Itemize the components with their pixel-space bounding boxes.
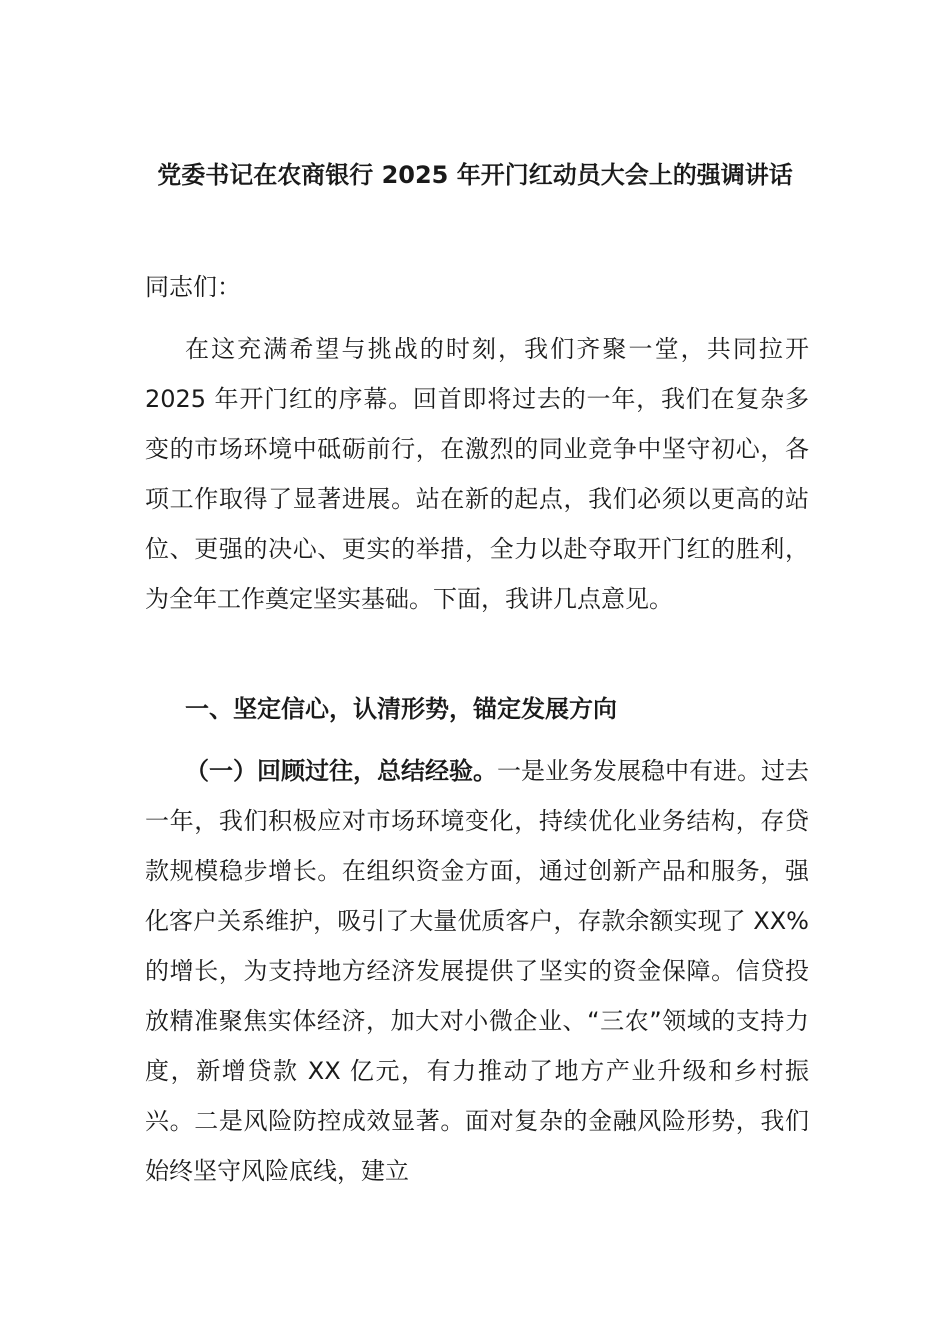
subsection-body: 一是业务发展稳中有进。过去一年，我们积极应对市场环境变化，持续优化业务结构，存贷款规模稳步增长。在组织资金方面，通过创新产品和服务，强化客户关系维护，吸引了大量优质客户，存款余额实现了 XX%的增长，为支持地方经济发展提供了坚实的资金保障。信贷投放精准聚焦实体经济，加大对小微企业、“三农”领域的支持力度，新增贷款 XX 亿元，有力推动了地方产业升级和乡村振兴。二是风险防控成效显著。面对复杂的金融风险形势，我们始终坚守风险底线，建立 xyxy=(145,757,809,1185)
intro-paragraph: 在这充满希望与挑战的时刻，我们齐聚一堂，共同拉开 2025 年开门红的序幕。回首即将过去的一年，我们在复杂多变的市场环境中砥砺前行，在激烈的同业竞争中坚守初心，各项工作取得了显著进展。站在新的起点，我们必须以更高的站位、更强的决心、更实的举措，全力以赴夺取开门红的胜利，为全年工作奠定坚实基础。下面，我讲几点意见。 xyxy=(145,335,809,613)
section-heading: 一、坚定信心，认清形势，锚定发展方向 xyxy=(185,695,617,723)
subsection-lead: （一）回顾过往，总结经验。 xyxy=(185,757,497,785)
subsection-paragraph xyxy=(145,746,809,1196)
greeting: 同志们： xyxy=(145,273,241,301)
document-title: 党委书记在农商银行 2025 年开门红动员大会上的强调讲话 xyxy=(157,161,793,189)
